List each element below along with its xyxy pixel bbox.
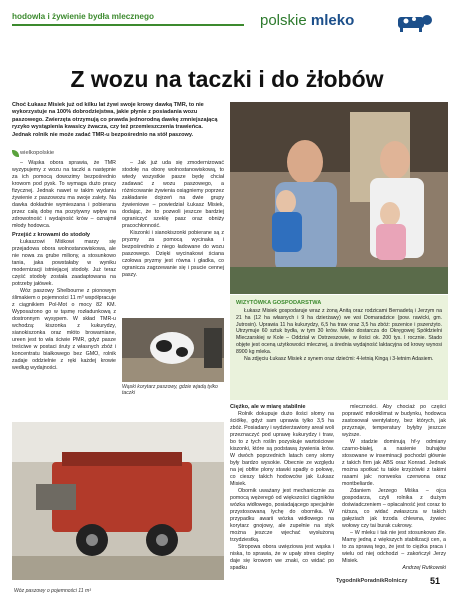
subheading: Przejść z krowami do stodoły [12,232,91,238]
leaf-icon [12,150,19,157]
paragraph: W stadzie dominują hf-y odmiany czarno-białej, a nasienie buhajów stosowane w inseminacji pochodzi głównie z takich firm jak ABS oraz Konrad. Jednak można spotkać tu takie krzyżówki z takimi rasami jak: norweska czerwona oraz montbeliarde. [342,439,446,487]
brand-bold: mleko [310,12,355,29]
section-label: hodowla i żywienie bydła mlecznego [12,12,154,21]
paragraph: – Wąska obora sprawia, że TMR wyzypujemy z wozu na taczki a następnie za ich pomocą dowozimy bezpośrednio krowom pod pysk. To wymaga dużo pracy fizycznej. Jednak nawet w takim wydaniu żywienie z paszowozu ma swoje zalety. Na dawka dokładnie wymieszana i pobierana przez całą dobę ma pozytywny wpływ na zdrowotność i wydajność krów – oznajmił młody hodowca. [12,160,116,229]
paragraph: – W mleku i tak nie jest stosunkowo źle. Mamy jedną z większych stabilizacji cen, a to za sprawą tego, że jest to ciężka praca i wielu od niej odchodzi – zakończył Jerzy Misiek. [342,530,446,564]
paragraph: – Jak już uda się zmodernizować stodołę na oborę wolnostanowiskową, to wtedy wszystkie pasze będę chciał zadawać z wozu paszowego, a różnicowanie żywienia osiągniemy poprzez zakładanie dojrzeń na dwie grupy żywieniowe – powiedział Łukasz Misiek, dodając, że to pozwoli jeszcze bardziej ograniczyć szeklę pasz oraz obniży pracochłonność. [122,160,224,229]
caption-wagon: Wóz paszowy o pojemności 11 m³ [14,588,91,594]
text-column-2 [122,160,224,279]
article-region: wielkopolskie [20,150,55,156]
text-column-1 [12,160,116,372]
paragraph: Rolnik dokupuje dużo ilości słomy na ściółkę, gdyż sam uprawia tylko 3,5 ha zbóż. Posiadany i wydzierżawiony areał woli przeznaczyć pod uprawę kukurydzy i traw, bo to z tych roślin pozyskuje wartościowe kiszonki, które są podstawą żywienia krów. W dwóch poprzednich latach ceny słomy były bardzo wysokie. Obecnie ze względu na jej obfite plony stawki spadły o połowę, co cieszy takich hodowców jak Łukasz Misiek. [230,411,334,487]
family-photo [230,102,448,294]
paragraph: Stropowa obora uwięziowa jest wąska i niska, to sprawia, że w upały stres cieplny daje się krowom we znaki, co widać po spadku [230,544,334,571]
brand-prefix: polskie [260,12,307,29]
box-title: WIZYTÓWKA GOSPODARSTWA [236,300,322,306]
box-paragraph: Łukasz Misiek gospodaruje wraz z żoną Anitą oraz rodzicami Bernadetą i Jerzym na 21 ha (12 ha własnych i 9 ha dzierżawy) we wsi Domaradzice (pow. rawicki, gm. Jutrosin). Uprawia 11 ha kukurydzy, 6,5 ha traw oraz 3,5 ha zbóż: pszenice i pszenżyto. Utrzymuje 60 sztuk bydła, w tym 30 krów. Mleko dostarcza do Okręgowej Spółdzielni Mleczarskiej w Kole – Oddział w Ostrzeszowie, w ilości ok. 200 tys. l rocznie. Stado objęte jest oceną użytkowości mlecznej, a średnia wydajność laktacyjna od krowy wynosi 8900 kg mleka. [236,308,442,355]
header-rule [12,24,244,26]
farm-info-box [230,295,448,400]
text-column-4 [342,404,446,572]
paragraph: mleczności. Aby chociaż po części poprawić mikroklimat w budynku, hodowca zastosował wentylatory, bez których, jak przyznaje, temperatury byłyby jeszcze wyższe. [342,404,446,438]
author-signature: Andrzej Rutkowski [402,565,446,571]
cow-logo-icon [392,11,436,33]
paragraph: Wóz paszowy Shelbourne z pionowym ślimakiem o pojemności 11 m³ współpracuje z ciągnikiem Pol-Mot o mocy 82 KM. Wyposażono go w tąsmę rozładunkową z dostronnym wysypem. W skład TMR-u wchodzą: kiszonka z kukurydzy, sianokiszonka oraz młóto browarniane, ureen jest to wła ściwie PMR, gdyż pasze treściwe w postaci śruty z własnych zbóż i koncentratu białkowego bez GMO, rolnik zadaje oddzielnie z ręki każdej krowie według wydajności. [12,288,116,371]
paragraph: Zdaniem Jerzego Miśka – ojca gospodarza, czyli rolnika z dużym doświadczeniem – opłacalność jest coraz to niższa, co widać zwłaszcza w takich gałęziach jak trzoda chlewna, żywiec wołowy czy tai burak cukrowy. [342,488,446,529]
page-number: 51 [430,576,441,586]
paragraph: Łukaszowi Miśkowi marzy się przejadowa obora wolnostanowiskowa, ale nie nowa za grube miliony, a stosunkowo tania, jaka powstałaby w wyniku modernizacji istniejącej stodoły. Już teraz część stodoły została zaadaptowana na potrzeby jałówek. [12,239,116,287]
box-paragraph: Na zdjęciu Łukasz Misiek z synem oraz dziećmi: 4-letnią Kingą i 3-letnim Adasiem. [244,355,434,362]
paragraph: Kiszonki i sianokiszonki pobierane są z pryzmy za pomocą wycinaka i bezpośrednio z niego ładowane do wozu paszowego. Dzięki wycinakowi ściana czołowa pryzmy jest równa i gładka, co ogranicza zagrzewanie się i psucie cennej paszy. [122,230,224,278]
article-title: Z wozu na taczki i do żłobów [70,66,384,92]
paragraph: Obornik uważany jest mechanicznie za pomocą wężeregó od większości ciągników wózka widłowego, posiadającego specjalnie przystosowaną łychę do obornika. W przypadku awarii wózka widłowego na korytarz gnojowy, ale zupełnie na styk można jeszcze wjechać wysłużoną trzydziestką. [230,488,334,543]
subheading: Ciężko, ale w miarę stabilnie [230,404,306,410]
article-intro: Choć Łukasz Misiek już od kilku lat żywi swoje krowy dawką TMR, to nie wykorzystuje na 100% dobrodziejstwa, jakie płynie z posiadania wozu paszowego. Zwierzęta otrzymują co prawda jednorodną dawkę zmniejszającą ryzyko wystąpienia kwasicy żwacza, czy też przemieszczenia trawieńca. Jednak rolnik nie może zadać TMR-u bezpośrednio na stół paszowy. [12,102,218,138]
magazine-brand [260,12,354,29]
caption-cow: Wąski korytarz paszowy, gdzie wjadą tylko taczki [122,384,218,397]
cow-corridor-photo [122,318,224,382]
text-column-3 [230,404,334,572]
magazine-footer: TygodnikPoradnikRolniczy [336,578,408,584]
feed-wagon-photo [12,422,224,580]
